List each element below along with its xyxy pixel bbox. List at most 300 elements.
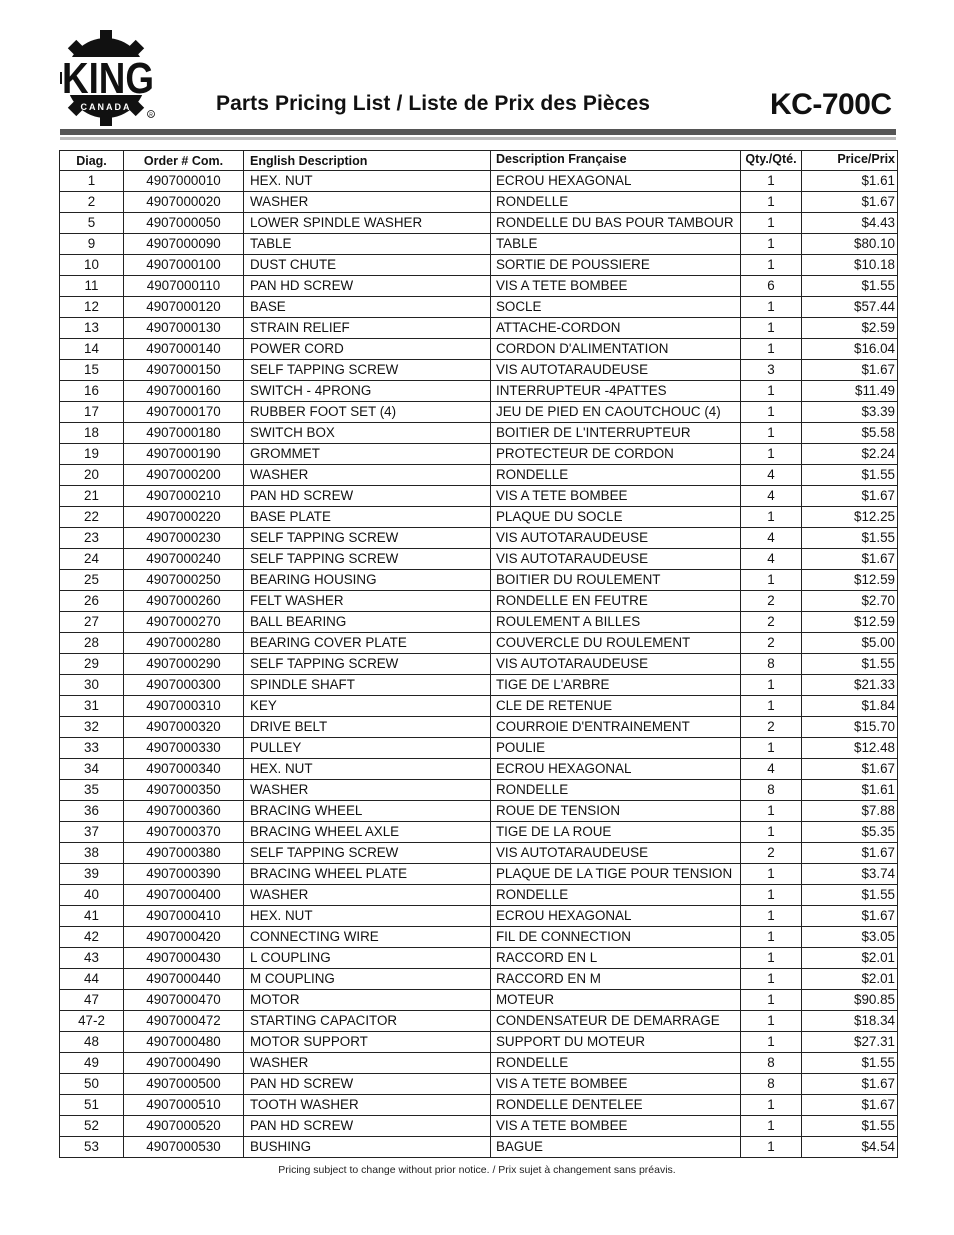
english-description-cell: BUSHING	[244, 1137, 491, 1158]
diag-cell: 30	[60, 675, 124, 696]
english-description-cell: SELF TAPPING SCREW	[244, 549, 491, 570]
order-number-cell: 4907000330	[124, 738, 244, 759]
price-cell: $57.44	[802, 297, 898, 318]
table-row	[60, 612, 898, 633]
diag-cell: 49	[60, 1053, 124, 1074]
english-description-cell: STRAIN RELIEF	[244, 318, 491, 339]
diag-cell: 31	[60, 696, 124, 717]
english-description-cell: STARTING CAPACITOR	[244, 1011, 491, 1032]
quantity-cell: 1	[741, 444, 802, 465]
french-description-cell: PLAQUE DU SOCLE	[491, 507, 741, 528]
english-description-cell: RUBBER FOOT SET (4)	[244, 402, 491, 423]
order-number-cell: 4907000130	[124, 318, 244, 339]
diag-cell: 36	[60, 801, 124, 822]
diag-cell: 21	[60, 486, 124, 507]
diag-cell: 27	[60, 612, 124, 633]
french-description-cell: FIL DE CONNECTION	[491, 927, 741, 948]
quantity-cell: 1	[741, 1137, 802, 1158]
english-description-cell: MOTOR	[244, 990, 491, 1011]
diag-cell: 43	[60, 948, 124, 969]
table-row	[60, 759, 898, 780]
diag-cell: 20	[60, 465, 124, 486]
english-description-cell: WASHER	[244, 1053, 491, 1074]
quantity-cell: 1	[741, 318, 802, 339]
diag-cell: 2	[60, 192, 124, 213]
price-cell: $12.48	[802, 738, 898, 759]
diag-cell: 10	[60, 255, 124, 276]
order-number-cell: 4907000310	[124, 696, 244, 717]
logo-sub-text: CANADA	[80, 102, 132, 112]
price-cell: $1.67	[802, 360, 898, 381]
order-number-cell: 4907000440	[124, 969, 244, 990]
column-header-price: Price/Prix	[802, 151, 898, 171]
price-cell: $1.67	[802, 759, 898, 780]
king-canada-logo	[60, 26, 158, 128]
order-number-cell: 4907000010	[124, 171, 244, 192]
diag-cell: 44	[60, 969, 124, 990]
table-row	[60, 381, 898, 402]
table-header-row	[60, 151, 898, 171]
table-row	[60, 486, 898, 507]
french-description-cell: ECROU HEXAGONAL	[491, 759, 741, 780]
order-number-cell: 4907000190	[124, 444, 244, 465]
order-number-cell: 4907000360	[124, 801, 244, 822]
french-description-cell: ECROU HEXAGONAL	[491, 906, 741, 927]
price-cell: $4.54	[802, 1137, 898, 1158]
table-row	[60, 843, 898, 864]
french-description-cell: SORTIE DE POUSSIERE	[491, 255, 741, 276]
diag-cell: 13	[60, 318, 124, 339]
diag-cell: 48	[60, 1032, 124, 1053]
english-description-cell: SELF TAPPING SCREW	[244, 654, 491, 675]
order-number-cell: 4907000520	[124, 1116, 244, 1137]
quantity-cell: 1	[741, 423, 802, 444]
price-cell: $1.55	[802, 654, 898, 675]
english-description-cell: SELF TAPPING SCREW	[244, 360, 491, 381]
french-description-cell: TABLE	[491, 234, 741, 255]
english-description-cell: GROMMET	[244, 444, 491, 465]
order-number-cell: 4907000200	[124, 465, 244, 486]
quantity-cell: 1	[741, 822, 802, 843]
quantity-cell: 1	[741, 906, 802, 927]
diag-cell: 50	[60, 1074, 124, 1095]
price-cell: $3.39	[802, 402, 898, 423]
french-description-cell: PROTECTEUR DE CORDON	[491, 444, 741, 465]
diag-cell: 41	[60, 906, 124, 927]
price-cell: $1.67	[802, 486, 898, 507]
english-description-cell: DUST CHUTE	[244, 255, 491, 276]
order-number-cell: 4907000270	[124, 612, 244, 633]
english-description-cell: BASE	[244, 297, 491, 318]
table-row	[60, 780, 898, 801]
quantity-cell: 1	[741, 171, 802, 192]
french-description-cell: VIS AUTOTARAUDEUSE	[491, 654, 741, 675]
price-cell: $1.61	[802, 780, 898, 801]
diag-cell: 35	[60, 780, 124, 801]
table-row	[60, 885, 898, 906]
model-number: KC-700C	[770, 88, 892, 121]
english-description-cell: BRACING WHEEL AXLE	[244, 822, 491, 843]
quantity-cell: 8	[741, 654, 802, 675]
quantity-cell: 6	[741, 276, 802, 297]
diag-cell: 51	[60, 1095, 124, 1116]
parts-table-body	[60, 171, 898, 1158]
order-number-cell: 4907000300	[124, 675, 244, 696]
diag-cell: 53	[60, 1137, 124, 1158]
price-cell: $1.55	[802, 1053, 898, 1074]
quantity-cell: 1	[741, 927, 802, 948]
table-row	[60, 507, 898, 528]
table-row	[60, 927, 898, 948]
diag-cell: 28	[60, 633, 124, 654]
quantity-cell: 1	[741, 1095, 802, 1116]
price-cell: $1.67	[802, 1074, 898, 1095]
order-number-cell: 4907000470	[124, 990, 244, 1011]
quantity-cell: 2	[741, 843, 802, 864]
diag-cell: 42	[60, 927, 124, 948]
quantity-cell: 3	[741, 360, 802, 381]
french-description-cell: RONDELLE DU BAS POUR TAMBOUR	[491, 213, 741, 234]
order-number-cell: 4907000230	[124, 528, 244, 549]
quantity-cell: 4	[741, 465, 802, 486]
quantity-cell: 1	[741, 675, 802, 696]
svg-text:R: R	[149, 112, 153, 119]
english-description-cell: POWER CORD	[244, 339, 491, 360]
order-number-cell: 4907000240	[124, 549, 244, 570]
order-number-cell: 4907000160	[124, 381, 244, 402]
diag-cell: 23	[60, 528, 124, 549]
table-row	[60, 822, 898, 843]
price-cell: $27.31	[802, 1032, 898, 1053]
price-cell: $90.85	[802, 990, 898, 1011]
french-description-cell: BAGUE	[491, 1137, 741, 1158]
column-header-diag: Diag.	[60, 151, 124, 171]
price-cell: $1.67	[802, 906, 898, 927]
diag-cell: 40	[60, 885, 124, 906]
english-description-cell: SWITCH BOX	[244, 423, 491, 444]
diag-cell: 14	[60, 339, 124, 360]
price-cell: $2.01	[802, 948, 898, 969]
table-row	[60, 969, 898, 990]
price-cell: $80.10	[802, 234, 898, 255]
french-description-cell: CLE DE RETENUE	[491, 696, 741, 717]
quantity-cell: 8	[741, 1053, 802, 1074]
quantity-cell: 1	[741, 969, 802, 990]
quantity-cell: 1	[741, 234, 802, 255]
quantity-cell: 1	[741, 570, 802, 591]
quantity-cell: 1	[741, 948, 802, 969]
english-description-cell: DRIVE BELT	[244, 717, 491, 738]
table-row	[60, 654, 898, 675]
diag-cell: 9	[60, 234, 124, 255]
english-description-cell: HEX. NUT	[244, 906, 491, 927]
quantity-cell: 8	[741, 780, 802, 801]
english-description-cell: KEY	[244, 696, 491, 717]
price-cell: $5.58	[802, 423, 898, 444]
french-description-cell: ROULEMENT A BILLES	[491, 612, 741, 633]
quantity-cell: 1	[741, 990, 802, 1011]
diag-cell: 22	[60, 507, 124, 528]
quantity-cell: 4	[741, 549, 802, 570]
order-number-cell: 4907000400	[124, 885, 244, 906]
table-row	[60, 255, 898, 276]
price-cell: $5.35	[802, 822, 898, 843]
french-description-cell: VIS AUTOTARAUDEUSE	[491, 360, 741, 381]
order-number-cell: 4907000120	[124, 297, 244, 318]
price-cell: $21.33	[802, 675, 898, 696]
quantity-cell: 1	[741, 507, 802, 528]
quantity-cell: 1	[741, 297, 802, 318]
french-description-cell: RONDELLE	[491, 1053, 741, 1074]
diag-cell: 52	[60, 1116, 124, 1137]
french-description-cell: PLAQUE DE LA TIGE POUR TENSION	[491, 864, 741, 885]
price-cell: $12.59	[802, 612, 898, 633]
page-title: Parts Pricing List / Liste de Prix des Pièces	[216, 92, 651, 115]
french-description-cell: BOITIER DE L'INTERRUPTEUR	[491, 423, 741, 444]
column-header-qty: Qty./Qté.	[741, 151, 802, 171]
diag-cell: 5	[60, 213, 124, 234]
french-description-cell: COURROIE D'ENTRAINEMENT	[491, 717, 741, 738]
diag-cell: 24	[60, 549, 124, 570]
english-description-cell: PAN HD SCREW	[244, 1074, 491, 1095]
quantity-cell: 4	[741, 486, 802, 507]
order-number-cell: 4907000280	[124, 633, 244, 654]
price-cell: $16.04	[802, 339, 898, 360]
price-cell: $15.70	[802, 717, 898, 738]
price-cell: $1.84	[802, 696, 898, 717]
table-row	[60, 297, 898, 318]
order-number-cell: 4907000250	[124, 570, 244, 591]
diag-cell: 16	[60, 381, 124, 402]
order-number-cell: 4907000430	[124, 948, 244, 969]
table-row	[60, 696, 898, 717]
french-description-cell: BOITIER DU ROULEMENT	[491, 570, 741, 591]
french-description-cell: RONDELLE	[491, 465, 741, 486]
price-cell: $2.24	[802, 444, 898, 465]
english-description-cell: WASHER	[244, 780, 491, 801]
table-row	[60, 528, 898, 549]
order-number-cell: 4907000472	[124, 1011, 244, 1032]
quantity-cell: 1	[741, 801, 802, 822]
header-rule-light	[60, 137, 896, 140]
diag-cell: 12	[60, 297, 124, 318]
english-description-cell: BALL BEARING	[244, 612, 491, 633]
english-description-cell: MOTOR SUPPORT	[244, 1032, 491, 1053]
english-description-cell: WASHER	[244, 885, 491, 906]
diag-cell: 18	[60, 423, 124, 444]
order-number-cell: 4907000380	[124, 843, 244, 864]
diag-cell: 38	[60, 843, 124, 864]
table-row	[60, 276, 898, 297]
english-description-cell: HEX. NUT	[244, 759, 491, 780]
french-description-cell: CONDENSATEUR DE DEMARRAGE	[491, 1011, 741, 1032]
order-number-cell: 4907000150	[124, 360, 244, 381]
price-cell: $11.49	[802, 381, 898, 402]
french-description-cell: ATTACHE-CORDON	[491, 318, 741, 339]
order-number-cell: 4907000420	[124, 927, 244, 948]
diag-cell: 11	[60, 276, 124, 297]
order-number-cell: 4907000110	[124, 276, 244, 297]
order-number-cell: 4907000170	[124, 402, 244, 423]
french-description-cell: TIGE DE L'ARBRE	[491, 675, 741, 696]
quantity-cell: 1	[741, 402, 802, 423]
english-description-cell: BRACING WHEEL	[244, 801, 491, 822]
table-row	[60, 738, 898, 759]
table-row	[60, 171, 898, 192]
quantity-cell: 8	[741, 1074, 802, 1095]
quantity-cell: 1	[741, 192, 802, 213]
quantity-cell: 4	[741, 528, 802, 549]
table-row	[60, 990, 898, 1011]
french-description-cell: JEU DE PIED EN CAOUTCHOUC (4)	[491, 402, 741, 423]
quantity-cell: 4	[741, 759, 802, 780]
english-description-cell: BRACING WHEEL PLATE	[244, 864, 491, 885]
price-cell: $18.34	[802, 1011, 898, 1032]
table-row	[60, 402, 898, 423]
french-description-cell: COUVERCLE DU ROULEMENT	[491, 633, 741, 654]
diag-cell: 32	[60, 717, 124, 738]
quantity-cell: 1	[741, 213, 802, 234]
price-cell: $2.01	[802, 969, 898, 990]
table-row	[60, 1095, 898, 1116]
price-cell: $4.43	[802, 213, 898, 234]
english-description-cell: HEX. NUT	[244, 171, 491, 192]
english-description-cell: FELT WASHER	[244, 591, 491, 612]
price-cell: $1.55	[802, 1116, 898, 1137]
diag-cell: 47	[60, 990, 124, 1011]
order-number-cell: 4907000530	[124, 1137, 244, 1158]
french-description-cell: RACCORD EN M	[491, 969, 741, 990]
quantity-cell: 1	[741, 255, 802, 276]
table-row	[60, 717, 898, 738]
diag-cell: 39	[60, 864, 124, 885]
table-row	[60, 318, 898, 339]
price-cell: $1.67	[802, 549, 898, 570]
french-description-cell: CORDON D'ALIMENTATION	[491, 339, 741, 360]
table-row	[60, 1032, 898, 1053]
english-description-cell: BEARING HOUSING	[244, 570, 491, 591]
table-row	[60, 192, 898, 213]
table-row	[60, 591, 898, 612]
table-row	[60, 801, 898, 822]
diag-cell: 1	[60, 171, 124, 192]
order-number-cell: 4907000140	[124, 339, 244, 360]
logo-brand-text: KING	[62, 54, 154, 103]
price-cell: $1.55	[802, 465, 898, 486]
english-description-cell: PULLEY	[244, 738, 491, 759]
diag-cell: 26	[60, 591, 124, 612]
quantity-cell: 1	[741, 1011, 802, 1032]
table-row	[60, 423, 898, 444]
table-row	[60, 1053, 898, 1074]
order-number-cell: 4907000290	[124, 654, 244, 675]
quantity-cell: 1	[741, 864, 802, 885]
order-number-cell: 4907000320	[124, 717, 244, 738]
french-description-cell: ROUE DE TENSION	[491, 801, 741, 822]
quantity-cell: 2	[741, 717, 802, 738]
english-description-cell: BASE PLATE	[244, 507, 491, 528]
french-description-cell: VIS A TETE BOMBEE	[491, 1074, 741, 1095]
order-number-cell: 4907000480	[124, 1032, 244, 1053]
french-description-cell: VIS AUTOTARAUDEUSE	[491, 549, 741, 570]
order-number-cell: 4907000350	[124, 780, 244, 801]
english-description-cell: CONNECTING WIRE	[244, 927, 491, 948]
english-description-cell: SWITCH - 4PRONG	[244, 381, 491, 402]
french-description-cell: VIS AUTOTARAUDEUSE	[491, 528, 741, 549]
diag-cell: 37	[60, 822, 124, 843]
order-number-cell: 4907000020	[124, 192, 244, 213]
price-cell: $10.18	[802, 255, 898, 276]
order-number-cell: 4907000090	[124, 234, 244, 255]
table-row	[60, 360, 898, 381]
quantity-cell: 1	[741, 1032, 802, 1053]
quantity-cell: 1	[741, 1116, 802, 1137]
table-row	[60, 1116, 898, 1137]
price-cell: $3.05	[802, 927, 898, 948]
order-number-cell: 4907000410	[124, 906, 244, 927]
diag-cell: 25	[60, 570, 124, 591]
french-description-cell: RONDELLE	[491, 885, 741, 906]
price-cell: $1.55	[802, 885, 898, 906]
price-cell: $1.67	[802, 1095, 898, 1116]
french-description-cell: RONDELLE	[491, 780, 741, 801]
price-cell: $1.55	[802, 528, 898, 549]
price-cell: $1.55	[802, 276, 898, 297]
table-row	[60, 675, 898, 696]
diag-cell: 47-2	[60, 1011, 124, 1032]
french-description-cell: VIS A TETE BOMBEE	[491, 486, 741, 507]
order-number-cell: 4907000210	[124, 486, 244, 507]
english-description-cell: SPINDLE SHAFT	[244, 675, 491, 696]
table-row	[60, 234, 898, 255]
table-row	[60, 570, 898, 591]
column-header-order: Order # Com.	[124, 151, 244, 171]
english-description-cell: TOOTH WASHER	[244, 1095, 491, 1116]
order-number-cell: 4907000340	[124, 759, 244, 780]
table-row	[60, 948, 898, 969]
french-description-cell: POULIE	[491, 738, 741, 759]
english-description-cell: BEARING COVER PLATE	[244, 633, 491, 654]
price-cell: $1.67	[802, 843, 898, 864]
order-number-cell: 4907000500	[124, 1074, 244, 1095]
english-description-cell: WASHER	[244, 192, 491, 213]
table-row	[60, 339, 898, 360]
table-row	[60, 213, 898, 234]
table-row	[60, 906, 898, 927]
parts-table	[59, 150, 898, 1158]
price-cell: $2.59	[802, 318, 898, 339]
table-row	[60, 1137, 898, 1158]
french-description-cell: RONDELLE EN FEUTRE	[491, 591, 741, 612]
french-description-cell: SOCLE	[491, 297, 741, 318]
price-cell: $12.59	[802, 570, 898, 591]
price-cell: $12.25	[802, 507, 898, 528]
french-description-cell: MOTEUR	[491, 990, 741, 1011]
price-cell: $3.74	[802, 864, 898, 885]
order-number-cell: 4907000510	[124, 1095, 244, 1116]
quantity-cell: 1	[741, 738, 802, 759]
quantity-cell: 1	[741, 381, 802, 402]
price-cell: $1.61	[802, 171, 898, 192]
french-description-cell: RACCORD EN L	[491, 948, 741, 969]
english-description-cell: LOWER SPINDLE WASHER	[244, 213, 491, 234]
table-row	[60, 549, 898, 570]
english-description-cell: SELF TAPPING SCREW	[244, 843, 491, 864]
table-row	[60, 633, 898, 654]
order-number-cell: 4907000260	[124, 591, 244, 612]
french-description-cell: RONDELLE DENTELEE	[491, 1095, 741, 1116]
order-number-cell: 4907000050	[124, 213, 244, 234]
